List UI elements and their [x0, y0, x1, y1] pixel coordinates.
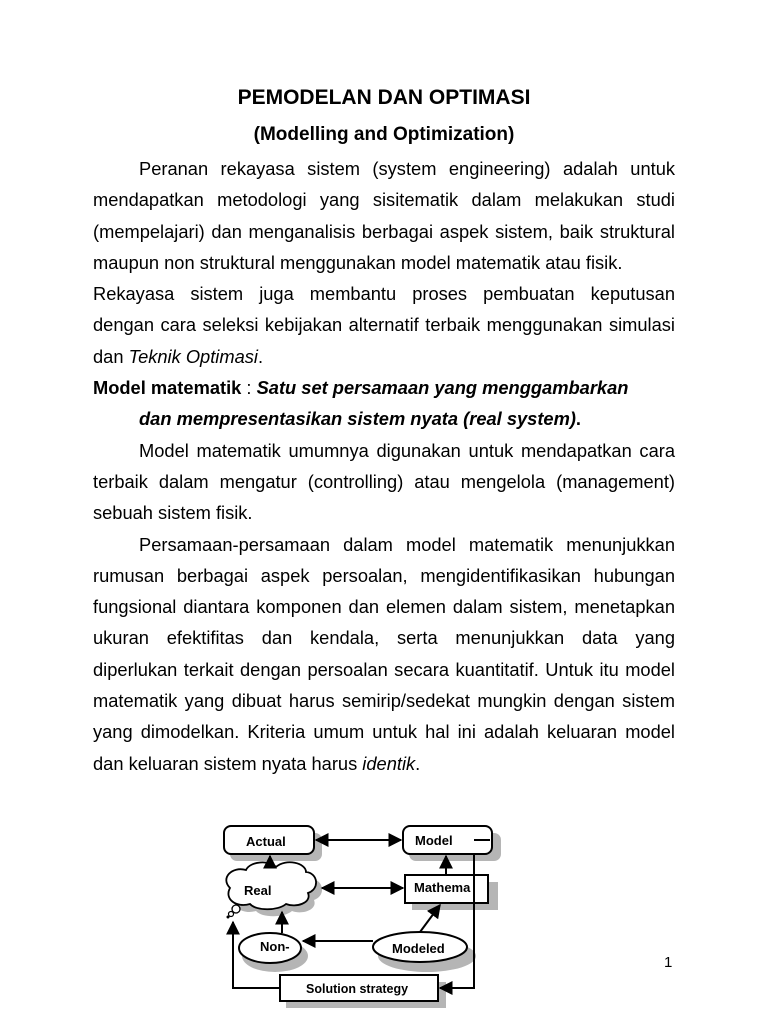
thought-bubble-1 [232, 905, 240, 913]
model-label: Model [415, 833, 453, 848]
modelling-diagram [0, 815, 768, 1024]
para2-italic: Teknik Optimasi [128, 345, 258, 367]
modeled-ellipse [373, 932, 467, 962]
para2-end: . [257, 345, 264, 367]
thought-bubble-2 [229, 912, 234, 917]
page-title: PEMODELAN DAN OPTIMASI [237, 86, 531, 109]
modeled-label: Modeled [392, 941, 445, 956]
mathematical-box [405, 875, 488, 903]
definition-text-line1: Satu set persamaan yang menggambarkan [256, 377, 629, 399]
paragraph-equations [93, 529, 675, 779]
definition-end: . [575, 408, 582, 430]
definition-math-model [93, 372, 675, 403]
definition-text-line2: dan mempresentasikan sistem nyata (real system) [139, 408, 576, 430]
non-label: Non- [260, 939, 290, 954]
mathematical-label: Mathema [414, 880, 471, 895]
page-number: 1 [664, 954, 673, 971]
thought-bubble-3 [227, 916, 230, 919]
solution-strategy-label: Solution strategy [306, 982, 409, 996]
para4-end: . [415, 752, 421, 774]
definition-sep: : [241, 377, 257, 399]
non-ellipse [239, 933, 301, 963]
paragraph-decision-making [93, 278, 675, 372]
definition-continuation [93, 403, 675, 434]
definition-term: Model matematik [93, 377, 242, 399]
real-label: Real [244, 883, 272, 898]
paragraph-model-usage: Model matematik umumnya digunakan untuk mendapatkan cara terbaik dalam mengatur (controlling) atau mengelola (management) sebuah sistem fisik. [93, 439, 675, 524]
actual-box [224, 826, 314, 854]
paragraph-system-engineering: Peranan rekayasa sistem (system engineering) adalah untuk mendapatkan metodologi yang sisitematik dalam melakukan studi (mempelajari) dan menganalisis berbagai aspek sistem, baik struktural maupun non struktural menggunakan model matematik atau fisik. [93, 158, 675, 273]
page-subtitle: (Modelling and Optimization) [253, 124, 515, 145]
para4-text: Persamaan-persamaan dalam model matematik menunjukkan rumusan berbagai aspek persoalan, mengidentifikasikan hubungan fungsional diantara komponen dan elemen dalam sistem, menetapkan ukuran efektifitas dan kendala, serta menunjukkan data yang diperlukan terkait dengan persoalan secara kuantitatif. Untuk itu model matematik yang dibuat harus semirip/sedekat mungkin dengan sistem yang dimodelkan. Kriteria umum untuk hal ini adalah keluaran model dan keluaran sistem nyata harus [93, 533, 675, 774]
body-text [93, 153, 675, 779]
solution-strategy-box [280, 975, 438, 1001]
actual-label: Actual [246, 834, 286, 849]
para4-italic: identik [362, 752, 416, 774]
para2-text: Rekayasa sistem juga membantu proses pembuatan keputusan dengan cara seleksi kebijakan alternatif terbaik menggunakan simulasi dan [93, 283, 675, 367]
